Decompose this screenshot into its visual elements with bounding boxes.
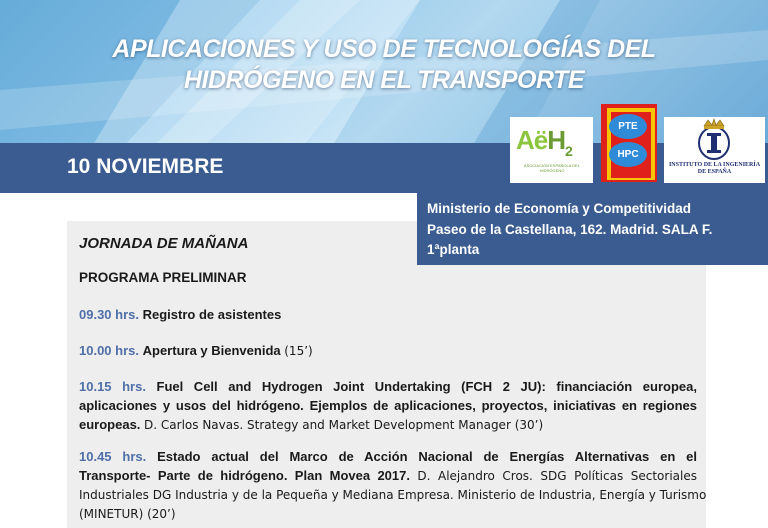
session-heading: JORNADA DE MAÑANA (79, 235, 249, 252)
venue-line-3: 1ªplanta (427, 242, 480, 257)
agenda-title-line-2: aplicaciones y usos del hidrógeno. Ejemplos de aplicaciones, proyectos, iniciativas en regiones (79, 398, 697, 413)
agenda-title-line-1: Estado actual del Marco de Acción Nacional de Energías Alternativas en el (157, 449, 697, 464)
pte-hpc-logo (601, 104, 657, 182)
title-line-2: HIDRÓGENO EN EL TRANSPORTE (183, 66, 584, 94)
agenda-time: 10.15 hrs. (79, 379, 146, 394)
agenda-title-line-1: Fuel Cell and Hydrogen Joint Undertaking (FCH 2 JU): financiación europea, (156, 379, 697, 394)
iie-caption-line-2: DE ESPAÑA (697, 169, 732, 175)
aeh-logo-caption: ASOCIACIÓN ESPAÑOLA DEL HIDRÓGENO (523, 163, 581, 173)
iie-logo (664, 117, 765, 183)
aeh-mark-h: H (547, 125, 566, 155)
agenda-item (79, 341, 313, 361)
pte-label: PTE (609, 114, 647, 139)
agenda-time: 09.30 hrs. (79, 307, 139, 322)
agenda-speaker-line-3: (MINETUR) (20’) (79, 507, 176, 521)
agenda-title: Apertura y Bienvenida (142, 343, 281, 358)
program-heading: PROGRAMA PRELIMINAR (79, 270, 247, 285)
agenda-time: 10.45 hrs. (79, 449, 147, 464)
venue-box (417, 193, 768, 265)
venue-line-2: Paseo de la Castellana, 162. Madrid. SALA F. (427, 222, 713, 237)
iie-crest-icon (664, 117, 765, 163)
aeh-mark-a: Aë (516, 125, 548, 155)
agenda-time: 10.00 hrs. (79, 343, 139, 358)
agenda-title-line-2: Transporte- Parte de hidrógeno. Plan Movea 2017. (79, 468, 410, 483)
aeh-logo-mark (516, 125, 572, 159)
page-title (0, 34, 768, 96)
aeh-mark-sub: 2 (565, 143, 572, 159)
agenda-duration: (15’) (284, 344, 313, 358)
agenda-speaker: D. Carlos Navas. Strategy and Market Development Manager (30’) (144, 418, 544, 432)
aeh-logo (510, 117, 593, 183)
agenda-speaker-line-2: Industriales DG Industria y de la Pequeña y Mediana Empresa. Ministerio de Industria, Energía y Turismo (79, 488, 707, 502)
agenda-speaker-line-1: D. Alejandro Cros. SDG Políticas Sectoriales (417, 469, 697, 483)
hpc-label: HPC (609, 142, 647, 167)
agenda-title-line-3: europeas. (79, 417, 141, 432)
agenda-item (79, 377, 697, 435)
iie-logo-caption (666, 162, 763, 176)
agenda-item (79, 305, 281, 324)
agenda-title: Registro de asistentes (142, 307, 282, 322)
event-date: 10 NOVIEMBRE (67, 155, 224, 178)
title-line-1: APLICACIONES Y USO DE TECNOLOGÍAS DEL (112, 35, 656, 63)
iie-caption-line-1: INSTITUTO DE LA INGENIERÍA (668, 162, 761, 168)
agenda-item (79, 447, 706, 524)
venue-line-1: Ministerio de Economía y Competitividad (427, 201, 692, 216)
